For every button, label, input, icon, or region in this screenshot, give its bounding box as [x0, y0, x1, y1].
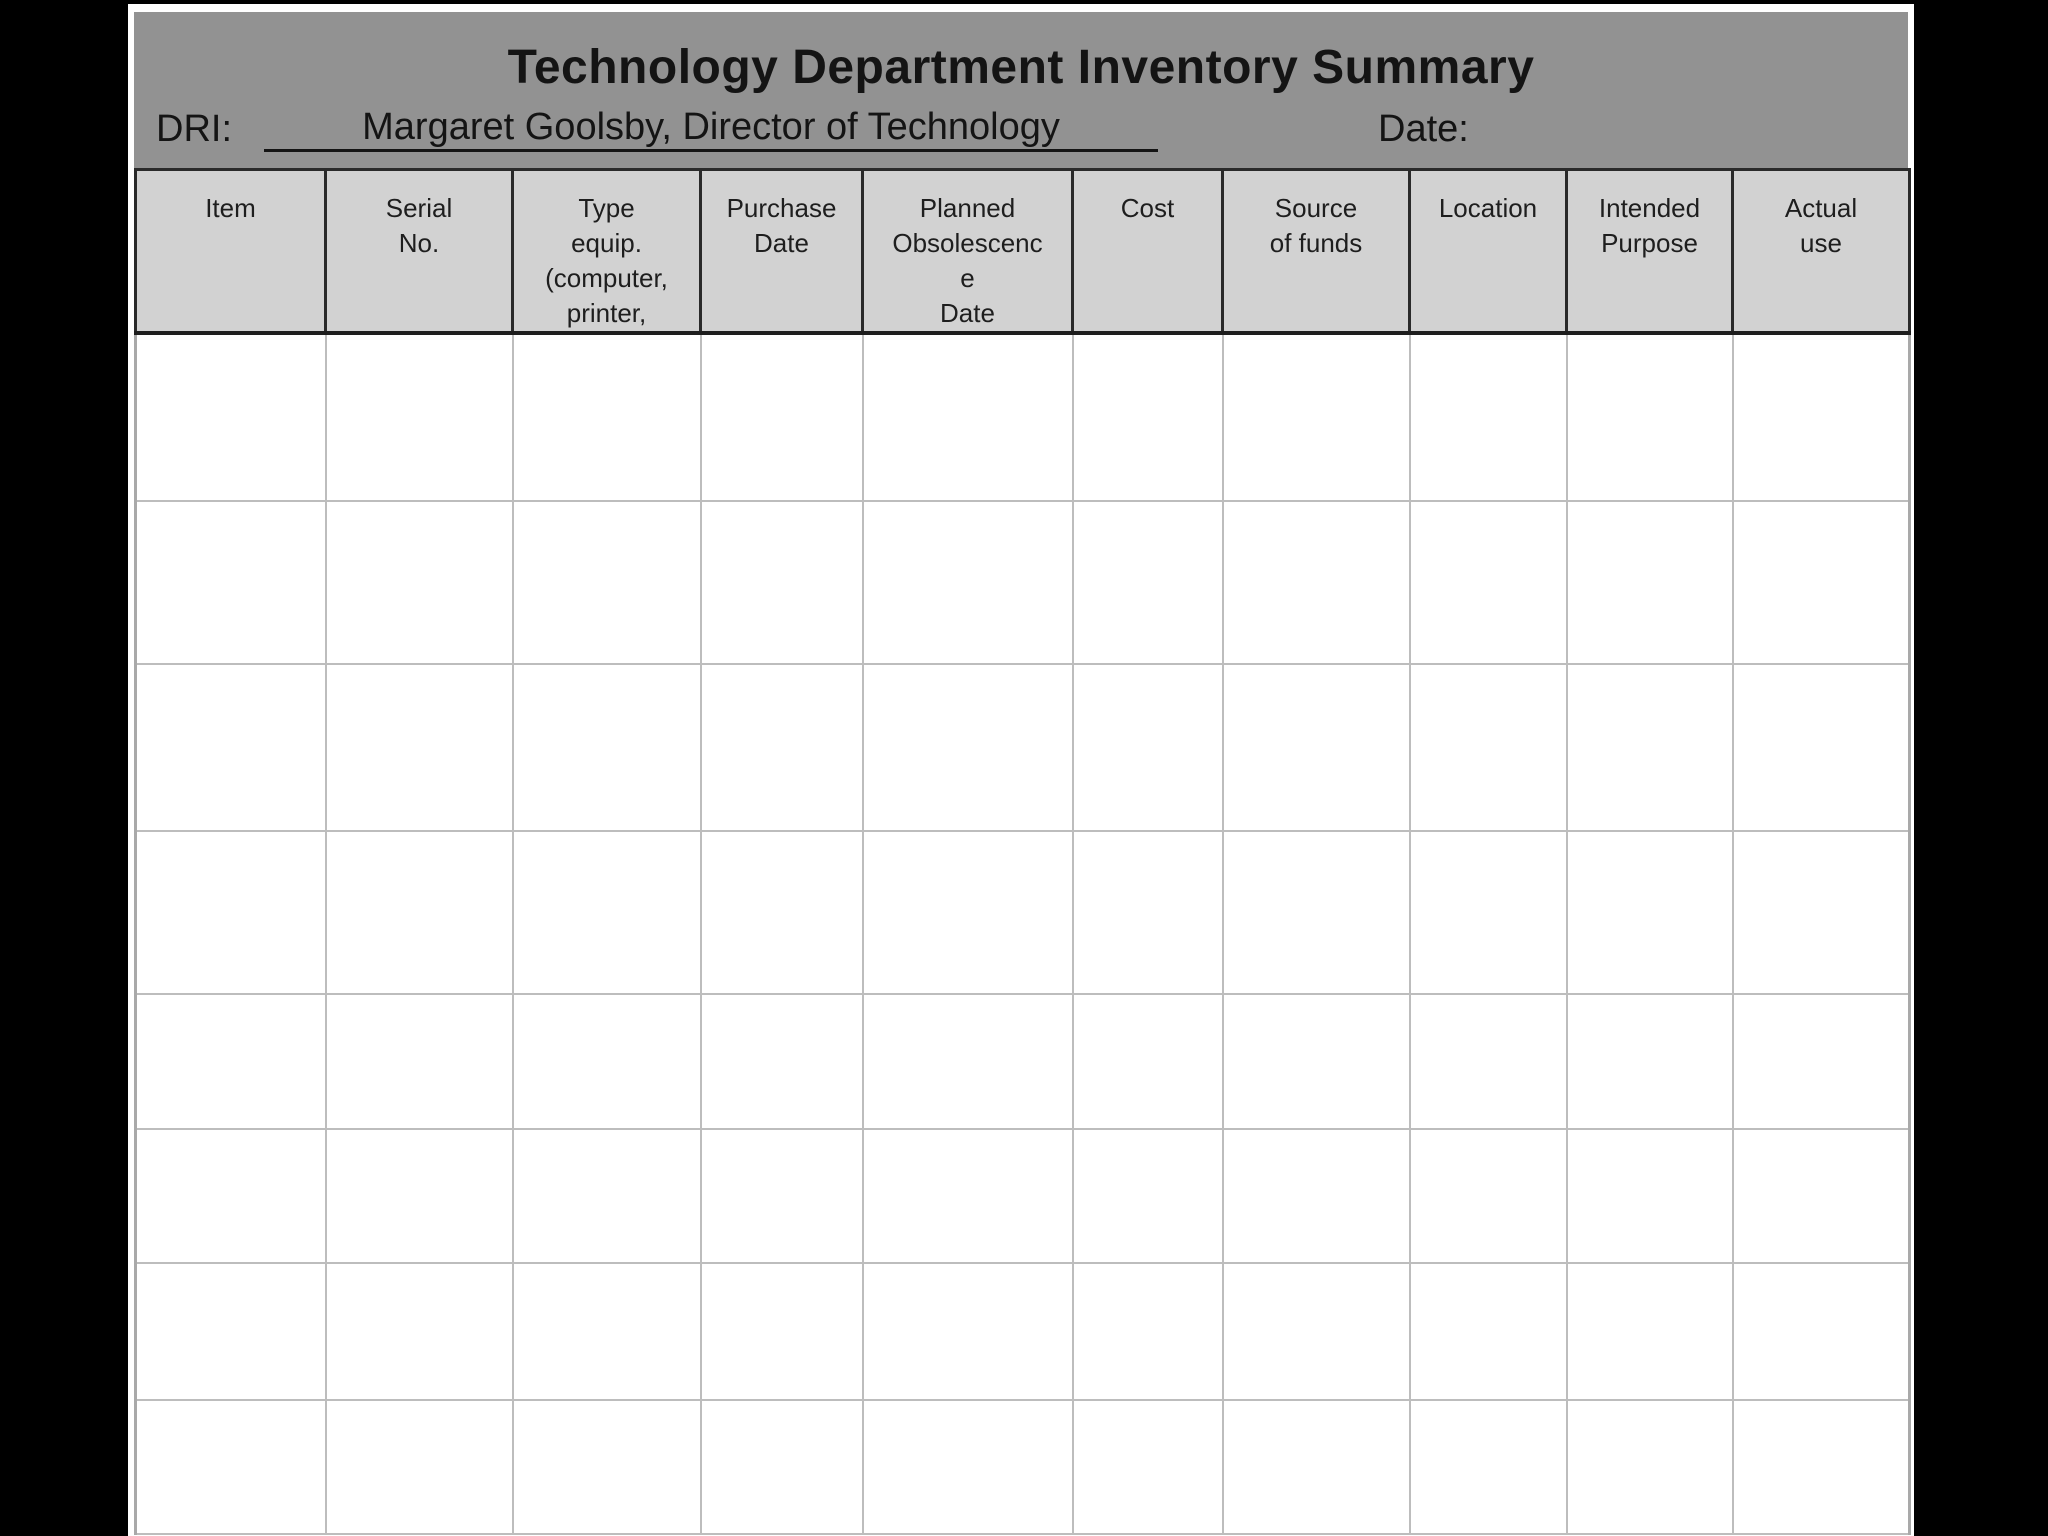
table-cell[interactable]: [513, 501, 701, 664]
table-cell[interactable]: [1410, 333, 1567, 501]
table-cell[interactable]: [1567, 831, 1733, 994]
table-cell[interactable]: [863, 664, 1073, 831]
column-header-intended-purpose: Intended Purpose: [1567, 170, 1733, 334]
table-row: [136, 831, 1910, 994]
table-cell[interactable]: [513, 664, 701, 831]
table-cell[interactable]: [1567, 501, 1733, 664]
table-cell[interactable]: [863, 1400, 1073, 1534]
table-cell[interactable]: [326, 831, 513, 994]
dri-field[interactable]: Margaret Goolsby, Director of Technology: [264, 105, 1158, 152]
table-cell[interactable]: [326, 501, 513, 664]
table-row: [136, 994, 1910, 1129]
table-cell[interactable]: [701, 1129, 863, 1263]
table-cell[interactable]: [701, 994, 863, 1129]
table-cell[interactable]: [1223, 1263, 1410, 1400]
table-cell[interactable]: [1733, 1129, 1910, 1263]
table-cell[interactable]: [136, 994, 326, 1129]
table-cell[interactable]: [1733, 501, 1910, 664]
table-cell[interactable]: [513, 994, 701, 1129]
table-cell[interactable]: [1567, 1263, 1733, 1400]
column-header-planned-obsolescence-date: Planned Obsolescenc e Date: [863, 170, 1073, 334]
table-cell[interactable]: [863, 1263, 1073, 1400]
table-cell[interactable]: [1073, 831, 1223, 994]
table-row: [136, 333, 1910, 501]
table-cell[interactable]: [513, 1129, 701, 1263]
column-header-source-of-funds: Source of funds: [1223, 170, 1410, 334]
table-cell[interactable]: [326, 1400, 513, 1534]
inventory-table: [134, 168, 1911, 1535]
date-label: Date:: [1378, 108, 1469, 150]
table-cell[interactable]: [1567, 664, 1733, 831]
table-cell[interactable]: [863, 501, 1073, 664]
table-cell[interactable]: [1733, 831, 1910, 994]
table-cell[interactable]: [1410, 1263, 1567, 1400]
table-cell[interactable]: [1733, 994, 1910, 1129]
table-cell[interactable]: [1073, 1400, 1223, 1534]
inventory-table-body: [136, 333, 1910, 1534]
table-cell[interactable]: [701, 1400, 863, 1534]
table-cell[interactable]: [326, 1129, 513, 1263]
table-cell[interactable]: [701, 501, 863, 664]
table-row: [136, 501, 1910, 664]
table-cell[interactable]: [326, 994, 513, 1129]
table-cell[interactable]: [1073, 1129, 1223, 1263]
table-cell[interactable]: [1223, 333, 1410, 501]
table-cell[interactable]: [326, 664, 513, 831]
table-cell[interactable]: [863, 333, 1073, 501]
table-row: [136, 1400, 1910, 1534]
header-row: [136, 170, 1910, 334]
table-cell[interactable]: [1733, 1400, 1910, 1534]
table-cell[interactable]: [513, 1263, 701, 1400]
table-cell[interactable]: [1223, 831, 1410, 994]
table-cell[interactable]: [513, 1400, 701, 1534]
table-cell[interactable]: [1567, 1129, 1733, 1263]
column-header-location: Location: [1410, 170, 1567, 334]
table-cell[interactable]: [1073, 1263, 1223, 1400]
table-cell[interactable]: [136, 831, 326, 994]
table-cell[interactable]: [863, 994, 1073, 1129]
table-cell[interactable]: [1567, 333, 1733, 501]
table-cell[interactable]: [1073, 994, 1223, 1129]
table-cell[interactable]: [1410, 831, 1567, 994]
table-cell[interactable]: [1410, 501, 1567, 664]
table-cell[interactable]: [136, 1129, 326, 1263]
table-cell[interactable]: [701, 1263, 863, 1400]
table-row: [136, 664, 1910, 831]
form-header: [134, 12, 1908, 168]
table-cell[interactable]: [1567, 994, 1733, 1129]
table-cell[interactable]: [1223, 1400, 1410, 1534]
table-cell[interactable]: [1410, 1129, 1567, 1263]
table-cell[interactable]: [1410, 1400, 1567, 1534]
table-cell[interactable]: [701, 333, 863, 501]
table-cell[interactable]: [1567, 1400, 1733, 1534]
column-header-item: Item: [136, 170, 326, 334]
form-title: Technology Department Inventory Summary: [507, 41, 1535, 94]
table-cell[interactable]: [701, 831, 863, 994]
column-header-cost: Cost: [1073, 170, 1223, 334]
table-cell[interactable]: [136, 501, 326, 664]
inventory-form-sheet: [128, 4, 1914, 1536]
table-cell[interactable]: [863, 831, 1073, 994]
table-cell[interactable]: [1223, 994, 1410, 1129]
column-header-type-equip: Type equip. (computer, printer,: [513, 170, 701, 334]
table-cell[interactable]: [326, 333, 513, 501]
table-cell[interactable]: [1223, 501, 1410, 664]
table-cell[interactable]: [1410, 664, 1567, 831]
column-header-purchase-date: Purchase Date: [701, 170, 863, 334]
table-cell[interactable]: [136, 1400, 326, 1534]
table-row: [136, 1129, 1910, 1263]
column-header-actual-use: Actual use: [1733, 170, 1910, 334]
table-cell[interactable]: [1073, 501, 1223, 664]
table-cell[interactable]: [1410, 994, 1567, 1129]
table-cell[interactable]: [1073, 333, 1223, 501]
table-cell[interactable]: [1223, 664, 1410, 831]
table-cell[interactable]: [136, 664, 326, 831]
table-cell[interactable]: [326, 1263, 513, 1400]
table-cell[interactable]: [1733, 664, 1910, 831]
table-cell[interactable]: [1733, 1263, 1910, 1400]
table-cell[interactable]: [701, 664, 863, 831]
table-cell[interactable]: [863, 1129, 1073, 1263]
table-cell[interactable]: [1223, 1129, 1410, 1263]
dri-label: DRI:: [156, 108, 232, 150]
table-cell[interactable]: [136, 333, 326, 501]
table-cell[interactable]: [136, 1263, 326, 1400]
table-row: [136, 1263, 1910, 1400]
table-cell[interactable]: [1073, 664, 1223, 831]
table-cell[interactable]: [513, 831, 701, 994]
column-header-serial-no: Serial No.: [326, 170, 513, 334]
table-cell[interactable]: [1733, 333, 1910, 501]
table-cell[interactable]: [513, 333, 701, 501]
